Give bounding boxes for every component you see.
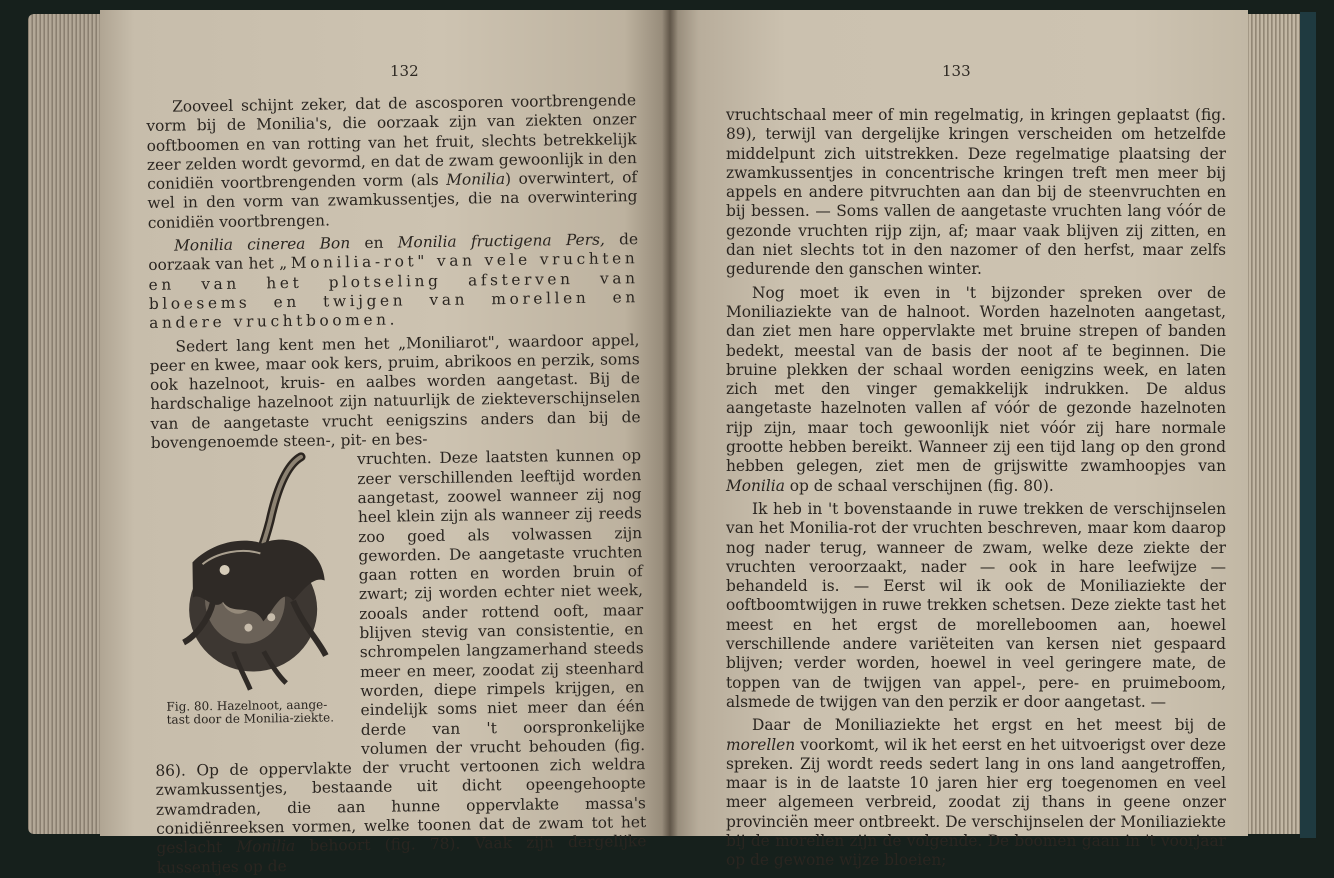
paragraph: vruchtschaal meer of min regelmatig, in kringen geplaatst (fig. 89), terwijl van dergelijke kringen verscheiden om hetzelfde middelpunt zich uitstrekken. Deze regelmatige plaatsing der zwamkussentjes in concentrische kringen treft men meer bij appels en andere pitvruchten aan dan bij de steenvruchten en bij bessen. — Soms vallen de aangetaste vruchten lang vóór de gezonde vruchten rijp zijn, af; maar vaak blijven zij zitten, en dan niet slechts tot in den nazomer of den herfst, maar zelfs gedurende den ganschen winter. [726, 106, 1226, 279]
figure-caption: Fig. 80. Hazelnoot, aange- tast door de Monilia-ziekte. [166, 697, 335, 728]
figure [151, 451, 353, 754]
left-page-body [146, 91, 647, 878]
paragraph: Ik heb in 't bovenstaande in ruwe trekken de verschijnselen van het Monilia-rot der vruchten beschreven, maar kom daarop nog nader terug, wanneer de zwam, welke deze ziekte der vruchten veroorzaakt, nader — ook in hare leefwijze — behandeld is. — Eerst wil ik ook de Moniliaziekte der ooftboomtwijgen in ruwe trekken schetsen. Deze ziekte tast het meest en het ergst de morelleboomen aan, hoewel verschillende andere variëteiten van kersen niet gespaard blijven; verder worden, hoewel in veel geringere mate, de toppen van de twijgen van appel-, pere- en pruimeboom, alsmede de twijgen van den perzik er door aangetast. — [726, 499, 1226, 711]
paragraph: Nog moet ik even in 't bijzonder spreken over de Moniliaziekte van de halnoot. Worden hazelnoten aangetast, dan ziet men hare oppervlakte met bruine strepen of banden bedekt, meestal van de basis der noot af te beginnen. Die bruine plekken der schaal worden eenigzins week, en laten zich met den vinger gemakkelijk indrukken. De aldus aangetaste hazelnoten vallen af vóór de gezonde hazelnoten rijp zijn, maar toch gewoonlijk niet vóór zij hare normale grootte hebben bereikt. Wanneer zij een tijd lang op den grond hebben gelegen, ziet men de grijswitte zwamhoopjes van Monilia op de schaal verschijnen (fig. 80). [726, 283, 1226, 495]
left-page [100, 10, 670, 877]
book-page-edges-right [1240, 14, 1308, 834]
hazelnut-illustration-icon [151, 451, 352, 704]
book-gutter [662, 10, 678, 836]
page-number: 133 [942, 62, 971, 80]
right-page-body [726, 106, 1226, 871]
paragraph: vruchten. Deze laatsten kunnen op zeer verschillenden leeftijd worden aangetast, zoowel wanneer zij nog heel klein zijn als wanneer zij reeds zoo goed als volwassen zijn geworden. De aangetaste vruchten gaan rotten en worden bruin of zwart; zij worden echter niet week, zooals ander rottend ooft, maar blijven stevig van consistentie, en schrompelen langzamerhand steeds meer en meer, zoodat zij steenhard worden, diepe rimpels krijgen, en eindelijk soms niet meer dan één derde van 't oorspronkelijke volumen der vrucht behouden (fig. 86). Op de oppervlakte der vrucht vertoonen zich weldra zwamkussentjes, bestaande uit dicht opeengehoopte zwamdraden, die aan hunne oppervlakte massa's conidiënreeksen vormen, welke toonen dat de zwam tot het geslacht Monilia behoort (fig. 78). Vaak zijn dergelijke kussentjes op de [155, 446, 647, 877]
book-cover-edge [1300, 12, 1316, 838]
paragraph: Sedert lang kent men het „Moniliarot", waardoor appel, peer en kwee, maar ook kers, pruim, abrikoos en perzik, soms ook hazelnoot, kruis- en aalbes worden aangetast. Bij de hardschalige hazelnoot zijn natuurlijk de ziekteverschijnselen van de aangetaste vrucht eenigszins anders dan bij de bovengenoemde steen-, pit- en bes- [149, 330, 641, 453]
page-number: 132 [390, 62, 419, 80]
paragraph: Monilia cinerea Bon en Monilia fructigena Pers, de oorzaak van het „Monilia-rot" van vele vruchten en van het plotseling afsterven van bloesems en twijgen van morellen en andere vruchtboomen. [148, 230, 639, 333]
paragraph: Zooveel schijnt zeker, dat de ascosporen voortbrengende vorm bij de Monilia's, die oorzaak zijn van ziekten onzer ooftboomen en van rotting van het fruit, slechts betrekkelijk zeer zelden wordt gevormd, en dat de zwam gewoonlijk in den conidiën voortbrengenden vorm (als Monilia) overwintert, of wel in den vorm van zwamkussentjes, die na overwintering conidiën voortbrengen. [146, 91, 638, 232]
right-page [670, 10, 1248, 870]
paragraph: Daar de Moniliaziekte het ergst en het meest bij de morellen voorkomt, wil ik het eerst en het uitvoerigst over deze spreken. Zij wordt reeds sedert lang in ons land aangetroffen, maar is in de laatste 10 jaren hier erg toegenomen en veel meer algemeen verbreid, zoodat zij thans in geene onzer provinciën meer ontbreekt. De verschijnselen der Moniliaziekte bij de morellen zijn de volgende. De boomen gaan in 't voorjaar op de gewone wijze bloeien; [726, 716, 1226, 870]
book-page-edges-left [28, 14, 110, 834]
